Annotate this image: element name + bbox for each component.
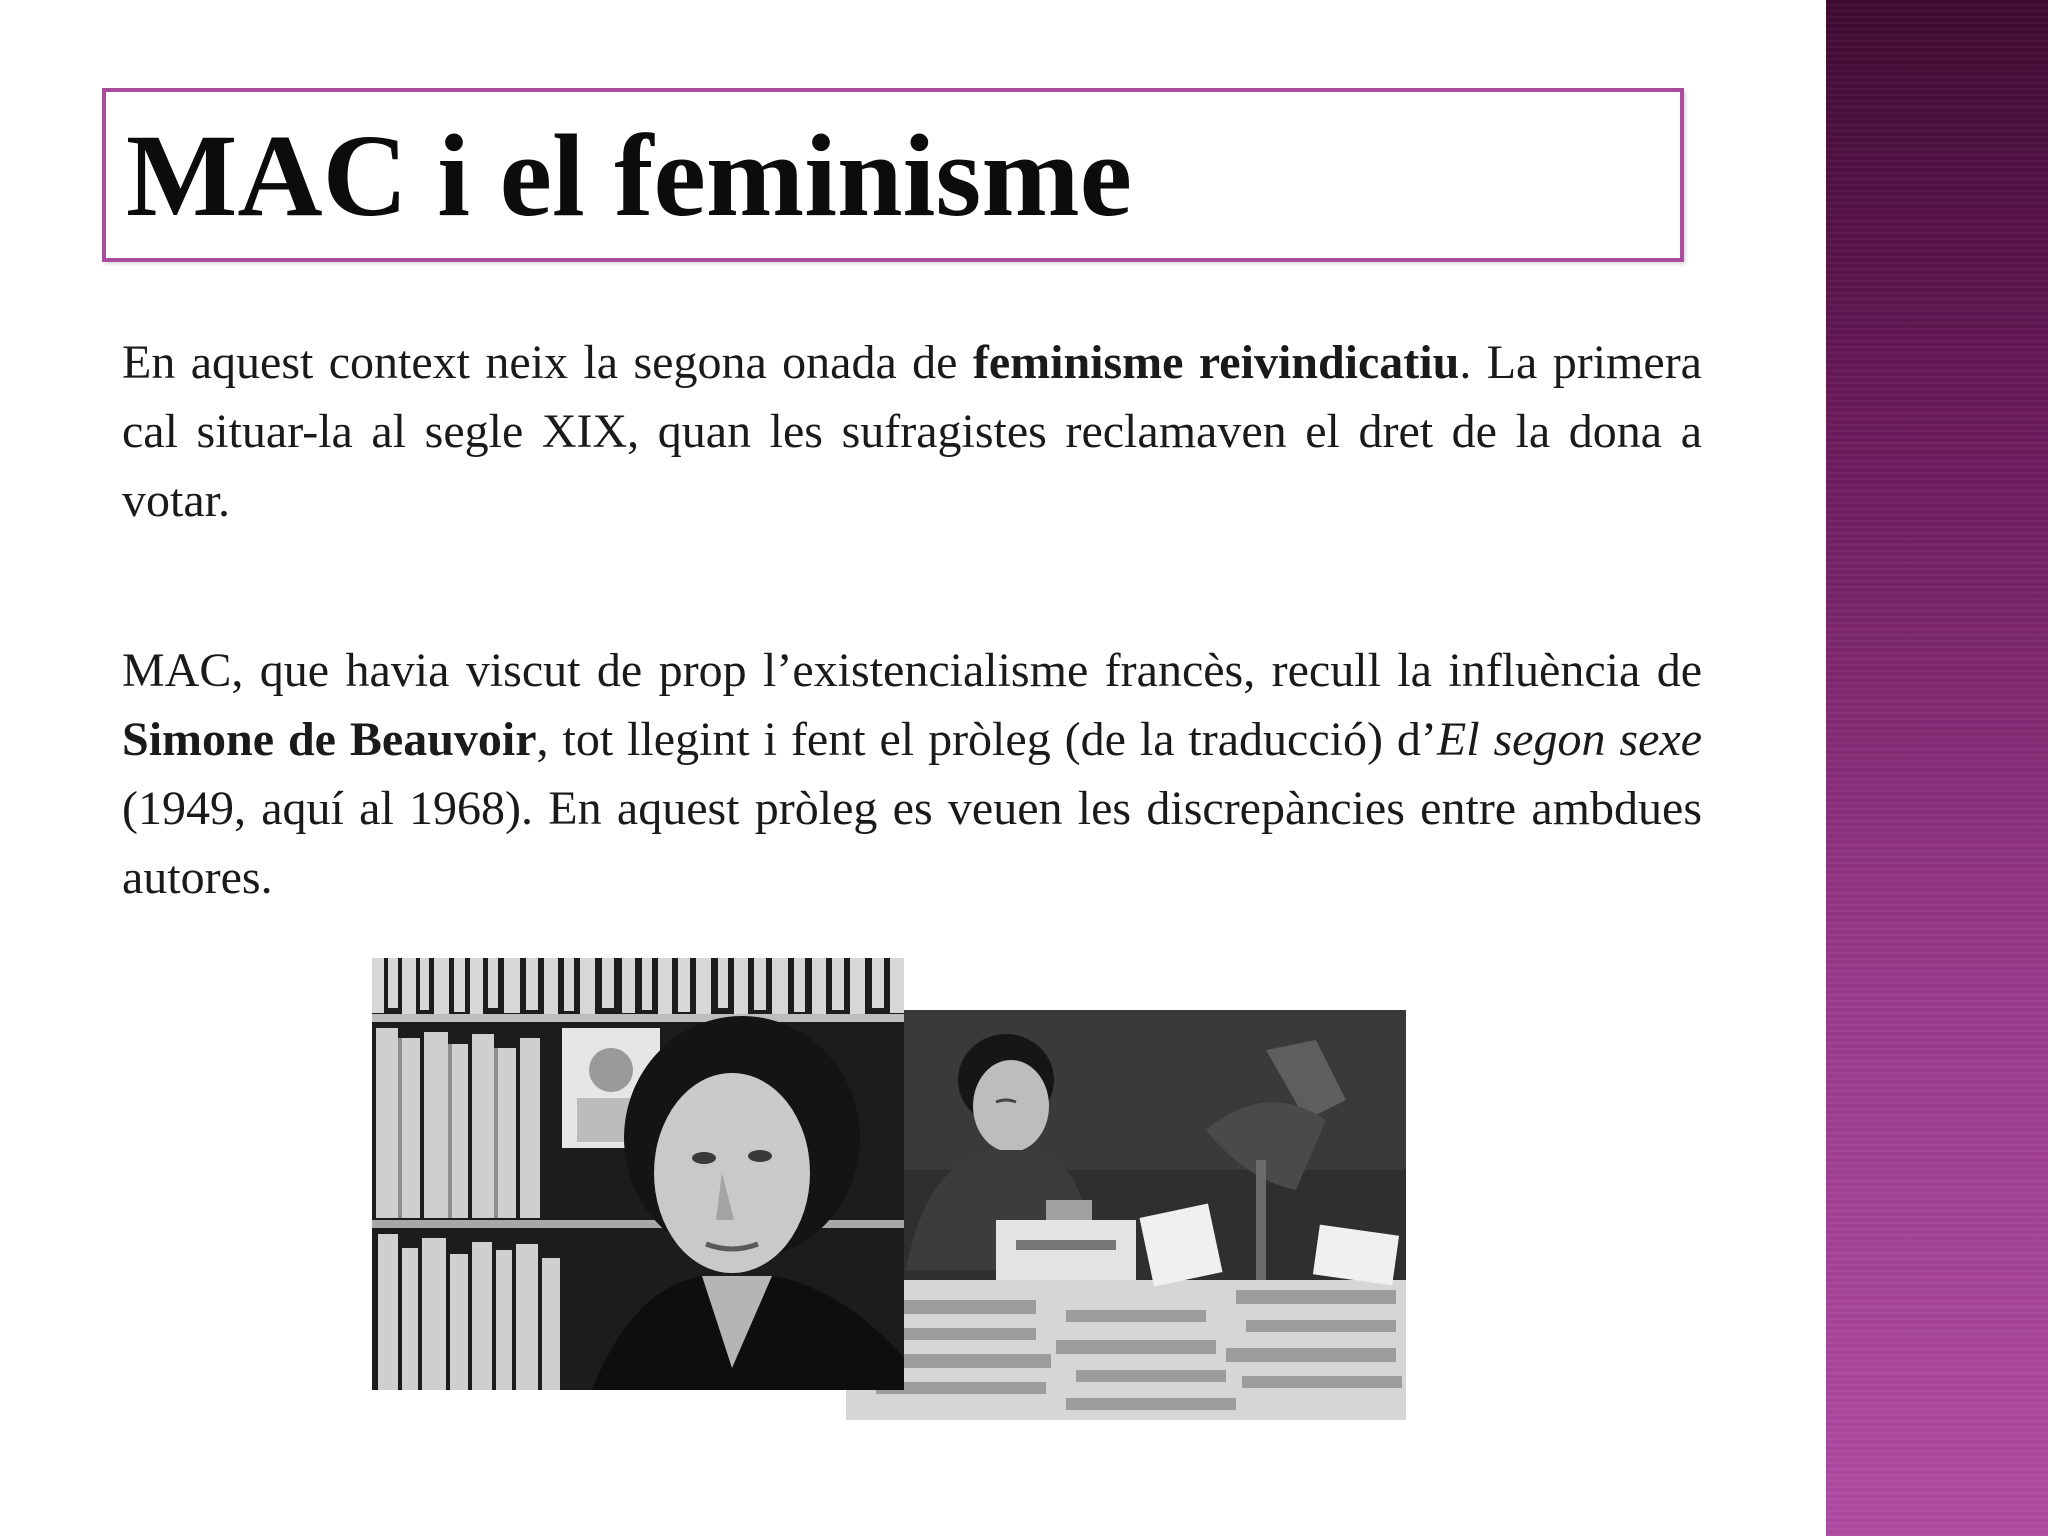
paragraph1-text-a: En aquest context neix la segona onada de bbox=[122, 336, 973, 389]
paragraph1-text-b: . La primera cal situar-la al segle XIX, quan les sufragistes reclamaven el dret de la dona a votar. bbox=[122, 336, 1702, 527]
paragraph2-text-c: (1949, aquí al 1968). En aquest pròleg es veuen les discrepàncies entre ambdues autores. bbox=[122, 782, 1702, 904]
slide-title: MAC i el feminisme bbox=[126, 110, 1132, 241]
paragraph2-text-a: MAC, que havia viscut de prop l’existencialisme francès, recull la influència de bbox=[122, 644, 1702, 697]
paragraph2-text-b: , tot llegint i fent el pròleg (de la traducció) d’ bbox=[536, 713, 1437, 766]
title-frame bbox=[102, 88, 1684, 262]
decorative-side-band bbox=[1826, 0, 2048, 1536]
portrait-photo-bookshelf bbox=[372, 958, 904, 1390]
paragraph2-italic-title: El segon sexe bbox=[1436, 713, 1703, 766]
paragraph-first-wave bbox=[122, 328, 1702, 535]
paragraph1-bold: feminisme reivindicatiu bbox=[972, 336, 1460, 389]
portrait-photo-bookshelf-image bbox=[372, 958, 904, 1390]
paragraph-beauvoir bbox=[122, 636, 1702, 912]
portrait-photo-desk bbox=[846, 1010, 1406, 1420]
paragraph2-bold: Simone de Beauvoir bbox=[122, 713, 537, 766]
portrait-photo-desk-image bbox=[846, 1010, 1406, 1420]
